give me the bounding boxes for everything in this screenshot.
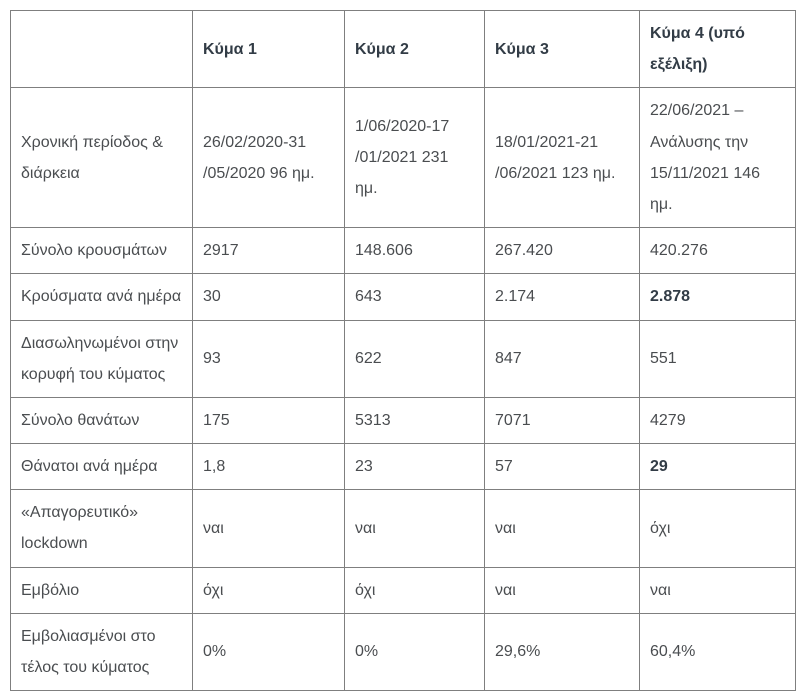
cell-value: 2917 — [193, 228, 345, 274]
cell-value: 0% — [193, 613, 345, 690]
cell-value: 29,6% — [485, 613, 640, 690]
row-label: Θάνατοι ανά ημέρα — [11, 444, 193, 490]
cell-value: 60,4% — [640, 613, 796, 690]
table-row-cases-per-day — [11, 274, 796, 320]
cell-value: 148.606 — [345, 228, 485, 274]
cell-value: όχι — [345, 567, 485, 613]
cell-value: 30 — [193, 274, 345, 320]
column-header-wave3: Κύμα 3 — [485, 11, 640, 88]
table-row-deaths-per-day — [11, 444, 796, 490]
cell-value: 4279 — [640, 397, 796, 443]
cell-value: 18/01/2021-21 /06/2021 123 ημ. — [485, 88, 640, 228]
cell-value: 267.420 — [485, 228, 640, 274]
covid-waves-table — [10, 10, 796, 691]
cell-value: 847 — [485, 320, 640, 397]
cell-value: 23 — [345, 444, 485, 490]
cell-value: ναι — [485, 490, 640, 567]
cell-value: ναι — [345, 490, 485, 567]
table-row-lockdown — [11, 490, 796, 567]
table-row-intubated — [11, 320, 796, 397]
cell-value: 420.276 — [640, 228, 796, 274]
column-header-wave2: Κύμα 2 — [345, 11, 485, 88]
table-row-vaccinated-pct — [11, 613, 796, 690]
row-label: Εμβόλιο — [11, 567, 193, 613]
row-label: Χρονική περίοδος & διάρκεια — [11, 88, 193, 228]
cell-value: 5313 — [345, 397, 485, 443]
cell-value: 1,8 — [193, 444, 345, 490]
column-header-wave4: Κύμα 4 (υπό εξέλιξη) — [640, 11, 796, 88]
cell-value: όχι — [193, 567, 345, 613]
cell-value: ναι — [485, 567, 640, 613]
cell-value: ναι — [193, 490, 345, 567]
table-row-total-cases — [11, 228, 796, 274]
cell-value: 551 — [640, 320, 796, 397]
cell-value: 643 — [345, 274, 485, 320]
row-label: Σύνολο κρουσμάτων — [11, 228, 193, 274]
row-label: Σύνολο θανάτων — [11, 397, 193, 443]
cell-value: 1/06/2020-17 /01/2021 231 ημ. — [345, 88, 485, 228]
cell-value: 22/06/2021 – Ανάλυσης την 15/11/2021 146 ημ. — [640, 88, 796, 228]
corner-cell — [11, 11, 193, 88]
cell-value: 57 — [485, 444, 640, 490]
cell-value: 175 — [193, 397, 345, 443]
column-header-wave1: Κύμα 1 — [193, 11, 345, 88]
cell-value: 622 — [345, 320, 485, 397]
cell-value: 0% — [345, 613, 485, 690]
cell-value: ναι — [640, 567, 796, 613]
header-row — [11, 11, 796, 88]
row-label: Διασωληνωμένοι στην κορυφή του κύματος — [11, 320, 193, 397]
row-label: Εμβολιασμένοι στο τέλος του κύματος — [11, 613, 193, 690]
cell-value: 93 — [193, 320, 345, 397]
cell-value: 2.878 — [640, 274, 796, 320]
cell-value: 2.174 — [485, 274, 640, 320]
table-row-vaccine — [11, 567, 796, 613]
cell-value: 26/02/2020-31 /05/2020 96 ημ. — [193, 88, 345, 228]
cell-value: 29 — [640, 444, 796, 490]
table-row-total-deaths — [11, 397, 796, 443]
cell-value: 7071 — [485, 397, 640, 443]
table-row-period — [11, 88, 796, 228]
row-label: Κρούσματα ανά ημέρα — [11, 274, 193, 320]
cell-value: όχι — [640, 490, 796, 567]
row-label: «Απαγορευτικό» lockdown — [11, 490, 193, 567]
